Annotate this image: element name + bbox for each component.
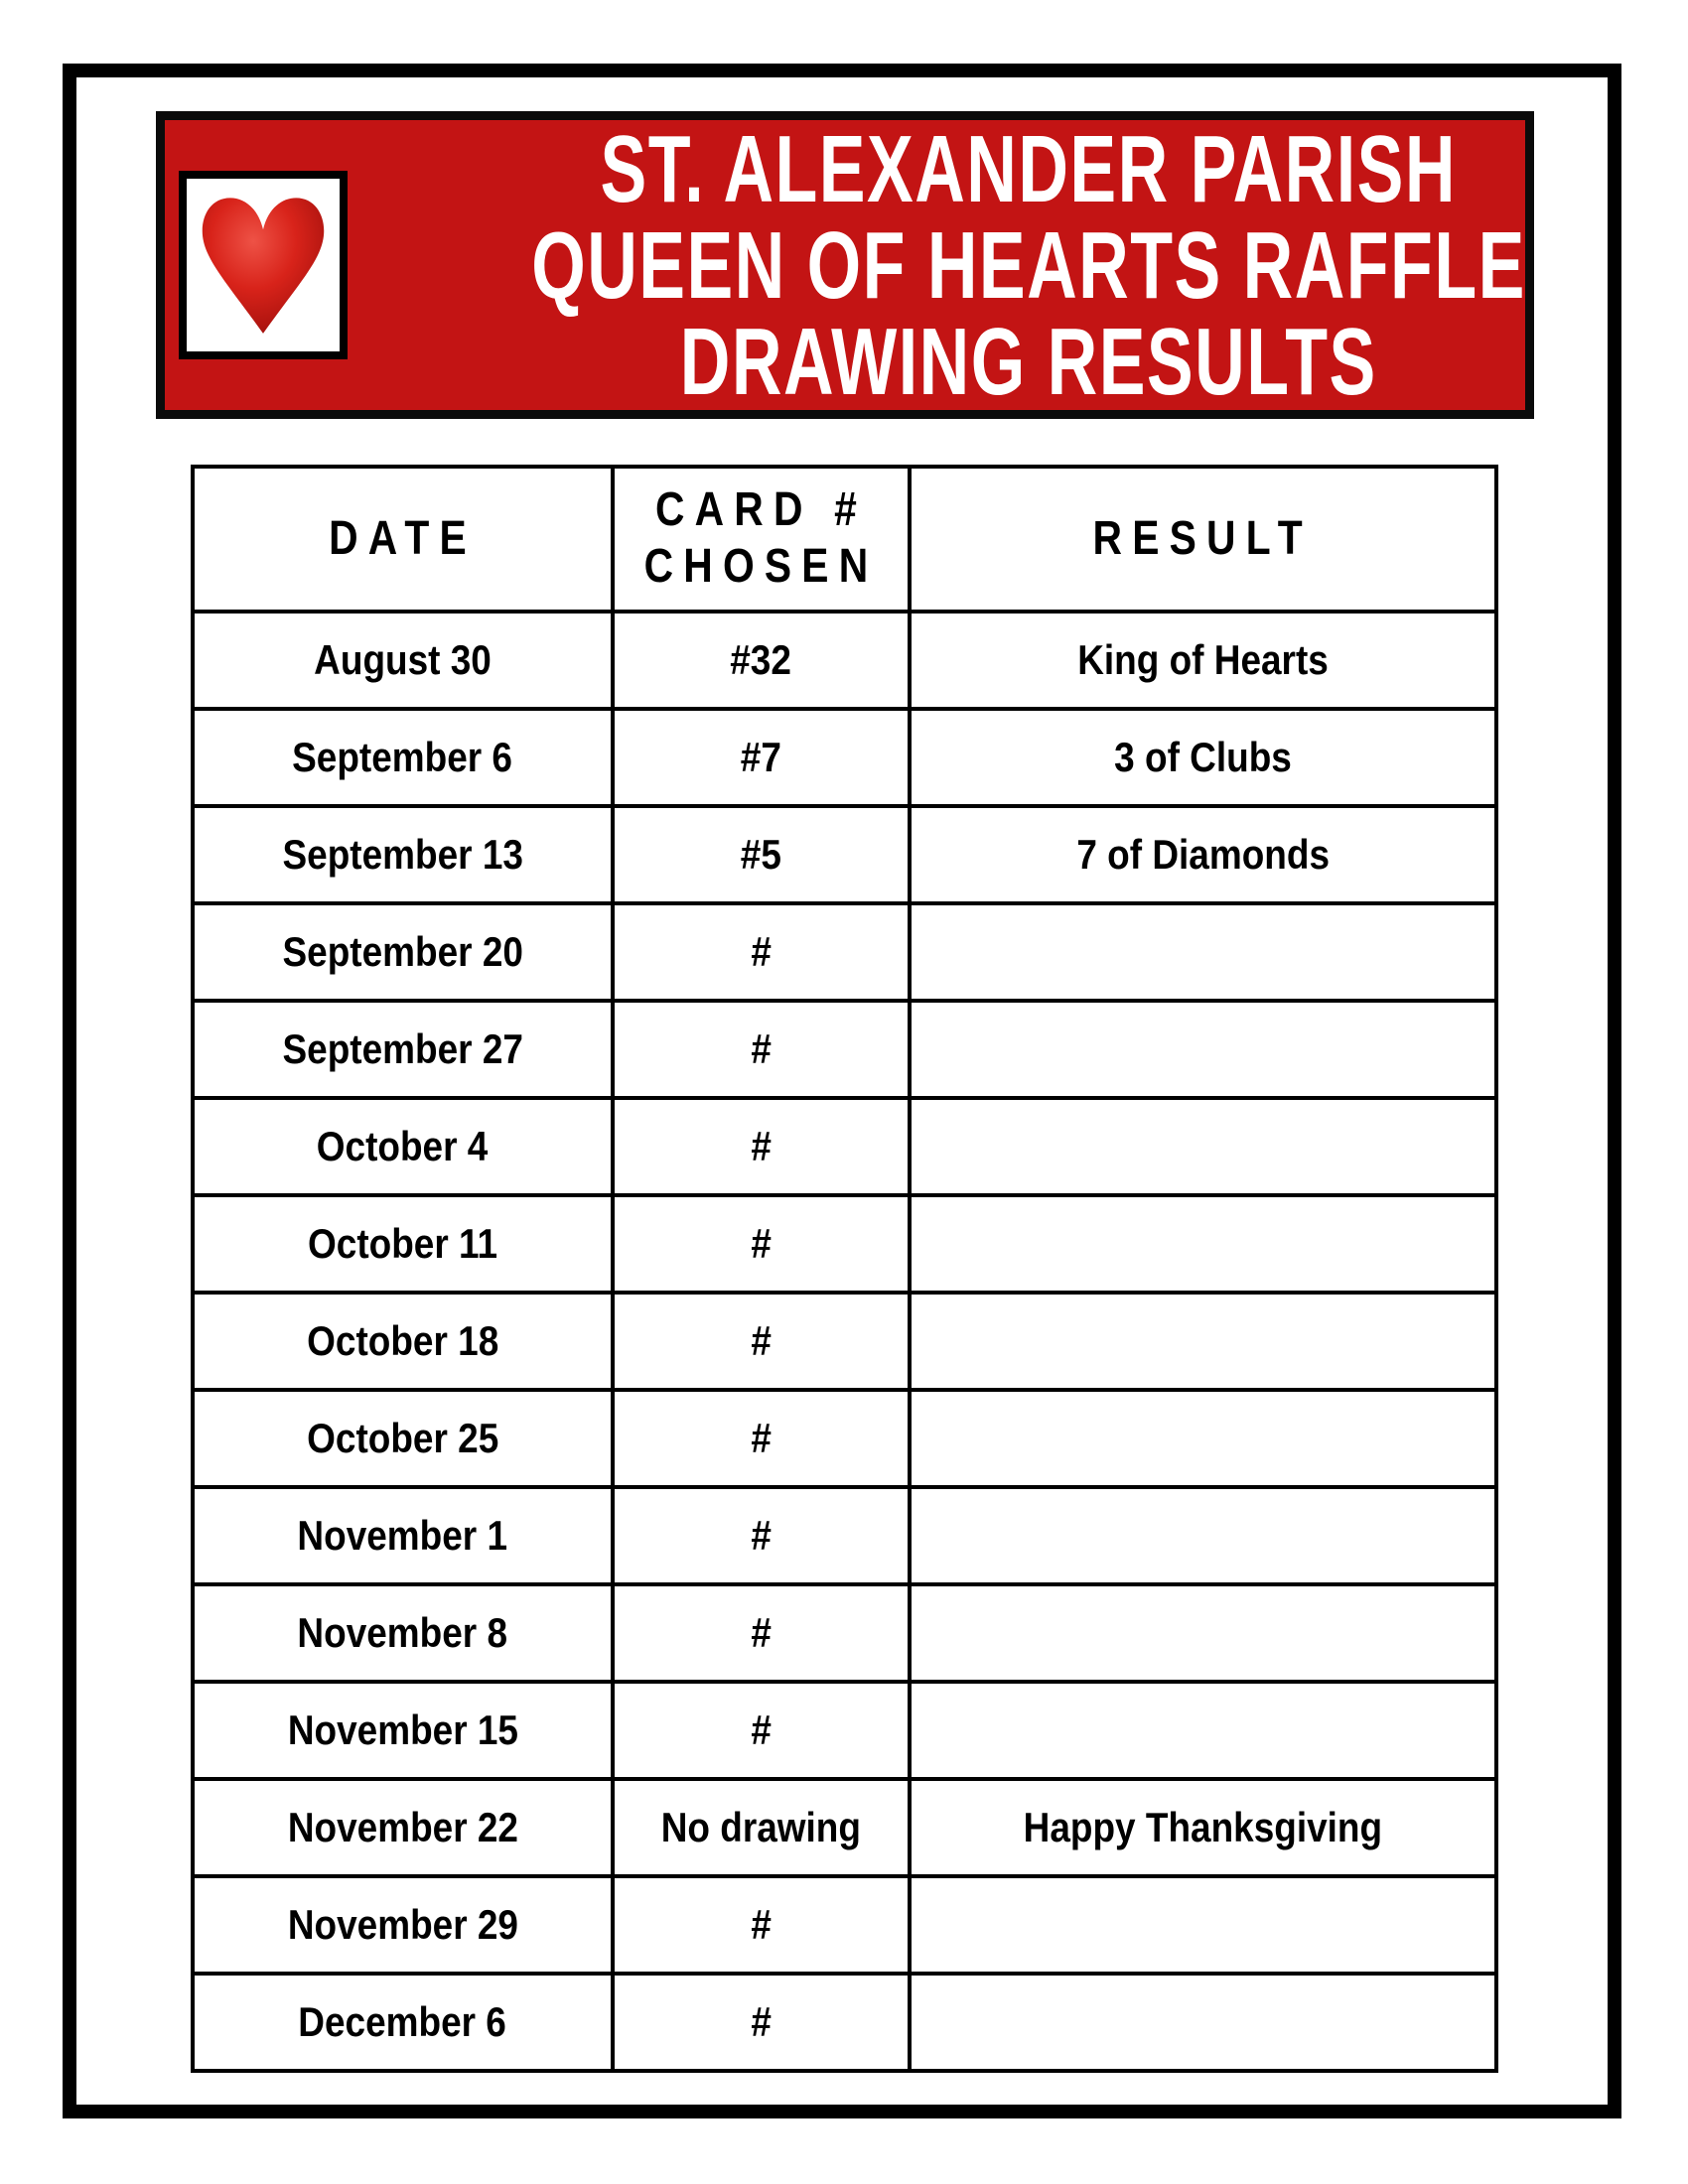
card-cell bbox=[613, 1682, 910, 1779]
table-row bbox=[193, 1779, 1496, 1876]
date-value: November 22 bbox=[287, 1804, 518, 1850]
table-row bbox=[193, 1390, 1496, 1487]
date-value: August 30 bbox=[314, 636, 492, 683]
banner-line-parish: ST. ALEXANDER PARISH bbox=[600, 115, 1458, 222]
date-value: October 18 bbox=[306, 1317, 499, 1364]
card-value: # bbox=[751, 1901, 772, 1948]
result-value: 3 of Clubs bbox=[1114, 734, 1292, 780]
card-value: # bbox=[751, 1998, 772, 2045]
table-row bbox=[193, 1974, 1496, 2071]
card-cell bbox=[613, 1974, 910, 2071]
table-row bbox=[193, 709, 1496, 806]
date-cell bbox=[193, 1098, 613, 1195]
date-cell bbox=[193, 1974, 613, 2071]
result-column-header bbox=[910, 467, 1496, 612]
result-header-label: RESULT bbox=[1092, 511, 1314, 565]
card-value: # bbox=[751, 1415, 772, 1461]
date-column-header bbox=[193, 467, 613, 612]
date-cell bbox=[193, 1195, 613, 1293]
results-table-body bbox=[193, 612, 1496, 2071]
date-value: October 11 bbox=[307, 1220, 498, 1267]
table-row bbox=[193, 1195, 1496, 1293]
card-cell bbox=[613, 612, 910, 709]
date-value: November 8 bbox=[297, 1609, 508, 1656]
card-value: # bbox=[751, 1025, 772, 1072]
date-cell bbox=[193, 903, 613, 1001]
date-value: October 25 bbox=[306, 1415, 499, 1461]
table-row bbox=[193, 903, 1496, 1001]
date-value: September 20 bbox=[282, 928, 523, 975]
banner-line-results: DRAWING RESULTS bbox=[680, 308, 1377, 415]
table-row bbox=[193, 1876, 1496, 1974]
card-value: # bbox=[751, 1609, 772, 1656]
date-cell bbox=[193, 1682, 613, 1779]
table-row bbox=[193, 1001, 1496, 1098]
date-cell bbox=[193, 709, 613, 806]
result-cell bbox=[910, 1682, 1496, 1779]
card-cell bbox=[613, 1390, 910, 1487]
card-cell bbox=[613, 1584, 910, 1682]
date-cell bbox=[193, 1390, 613, 1487]
date-value: September 27 bbox=[282, 1025, 523, 1072]
result-cell bbox=[910, 1876, 1496, 1974]
date-value: November 1 bbox=[297, 1512, 508, 1559]
result-cell bbox=[910, 1098, 1496, 1195]
result-cell bbox=[910, 709, 1496, 806]
result-value: 7 of Diamonds bbox=[1076, 831, 1330, 878]
card-cell bbox=[613, 709, 910, 806]
card-cell bbox=[613, 1195, 910, 1293]
card-cell bbox=[613, 1487, 910, 1584]
card-value: # bbox=[751, 928, 772, 975]
card-value: # bbox=[751, 1220, 772, 1267]
card-cell bbox=[613, 1876, 910, 1974]
result-value: King of Hearts bbox=[1077, 636, 1329, 683]
table-row bbox=[193, 1293, 1496, 1390]
date-cell bbox=[193, 1779, 613, 1876]
card-value: #7 bbox=[740, 734, 782, 780]
heart-icon bbox=[200, 192, 327, 339]
card-cell bbox=[613, 1098, 910, 1195]
table-row bbox=[193, 1487, 1496, 1584]
result-cell bbox=[910, 1390, 1496, 1487]
banner-line-raffle: QUEEN OF HEARTS RAFFLE bbox=[531, 211, 1526, 319]
result-cell bbox=[910, 612, 1496, 709]
card-cell bbox=[613, 1001, 910, 1098]
card-value: # bbox=[751, 1706, 772, 1753]
result-cell bbox=[910, 903, 1496, 1001]
result-cell bbox=[910, 1584, 1496, 1682]
card-value: No drawing bbox=[660, 1804, 862, 1850]
date-value: December 6 bbox=[298, 1998, 507, 2045]
card-value: #5 bbox=[740, 831, 782, 878]
card-header-label: CARD # CHOSEN bbox=[643, 483, 879, 593]
date-header-label: DATE bbox=[329, 511, 477, 565]
result-cell bbox=[910, 1779, 1496, 1876]
date-cell bbox=[193, 612, 613, 709]
date-cell bbox=[193, 1584, 613, 1682]
card-value: # bbox=[751, 1512, 772, 1559]
result-cell bbox=[910, 1974, 1496, 2071]
results-table bbox=[191, 465, 1498, 2073]
result-cell bbox=[910, 1487, 1496, 1584]
card-cell bbox=[613, 806, 910, 903]
table-row bbox=[193, 1098, 1496, 1195]
date-value: November 29 bbox=[287, 1901, 518, 1948]
date-value: September 6 bbox=[292, 734, 513, 780]
result-cell bbox=[910, 1195, 1496, 1293]
date-cell bbox=[193, 1487, 613, 1584]
header-row bbox=[193, 467, 1496, 612]
card-column-header bbox=[613, 467, 910, 612]
table-row bbox=[193, 1682, 1496, 1779]
date-value: November 15 bbox=[287, 1706, 518, 1753]
card-cell bbox=[613, 1293, 910, 1390]
card-cell bbox=[613, 1779, 910, 1876]
date-cell bbox=[193, 1876, 613, 1974]
date-cell bbox=[193, 1293, 613, 1390]
result-cell bbox=[910, 1293, 1496, 1390]
table-row bbox=[193, 612, 1496, 709]
card-value: # bbox=[751, 1123, 772, 1169]
date-value: October 4 bbox=[317, 1123, 489, 1169]
date-value: September 13 bbox=[282, 831, 523, 878]
banner-title-block bbox=[348, 115, 1688, 415]
date-cell bbox=[193, 806, 613, 903]
result-cell bbox=[910, 1001, 1496, 1098]
header-banner bbox=[156, 111, 1534, 419]
card-cell bbox=[613, 903, 910, 1001]
result-value: Happy Thanksgiving bbox=[1023, 1804, 1383, 1850]
card-value: # bbox=[751, 1317, 772, 1364]
date-cell bbox=[193, 1001, 613, 1098]
heart-card-left bbox=[179, 171, 348, 359]
table-row bbox=[193, 806, 1496, 903]
card-value: #32 bbox=[730, 636, 792, 683]
result-cell bbox=[910, 806, 1496, 903]
table-row bbox=[193, 1584, 1496, 1682]
